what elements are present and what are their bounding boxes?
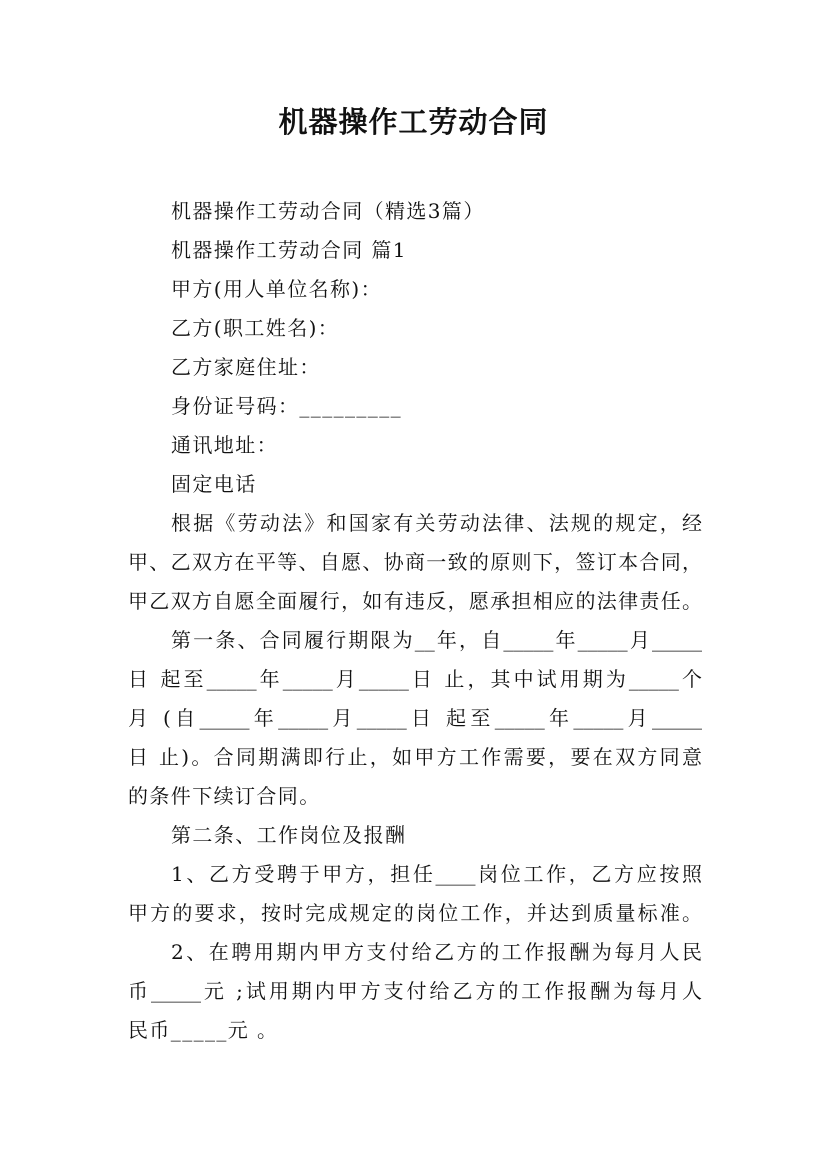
section-heading: 机器操作工劳动合同 篇1 [171, 238, 407, 262]
party-b-field: 乙方(职工姓名)： [171, 316, 340, 340]
subtitle-line: 机器操作工劳动合同（精选3篇） [171, 199, 485, 223]
article-1-line: 第一条、合同履行期限为__年，自_____年_____月_____ [171, 628, 702, 652]
paragraph-line: 甲乙双方自愿全面履行，如有违反，愿承担相应的法律责任。 [128, 589, 702, 613]
article-1-line: 的条件下续订合同。 [128, 784, 321, 808]
id-number-field: 身份证号码：_________ [171, 394, 402, 418]
party-b-address-field: 乙方家庭住址： [171, 355, 321, 379]
document-title: 机器操作工劳动合同 [278, 105, 549, 139]
paragraph-line: 甲、乙双方在平等、自愿、协商一致的原则下，签订本合同， [128, 550, 702, 574]
party-a-field: 甲方(用人单位名称)： [171, 277, 383, 301]
telephone-field: 固定电话 [171, 472, 257, 496]
paragraph-line: 根据《劳动法》和国家有关劳动法律、法规的规定，经 [171, 511, 702, 535]
article-2-heading: 第二条、工作岗位及报酬 [171, 823, 407, 847]
article-1-line: 日 止)。合同期满即行止，如甲方工作需要，要在双方同意 [128, 745, 702, 769]
article-2-line: 1、乙方受聘于甲方，担任____岗位工作，乙方应按照 [171, 862, 702, 886]
article-2-line: 2、在聘用期内甲方支付给乙方的工作报酬为每月人民 [171, 940, 702, 964]
article-2-line: 甲方的要求，按时完成规定的岗位工作，并达到质量标准。 [128, 901, 702, 925]
mailing-address-field: 通讯地址： [171, 433, 278, 457]
article-2-line: 币_____元 ;试用期内甲方支付给乙方的工作报酬为每月人 [128, 979, 702, 1003]
article-1-line: 日 起至_____年_____月_____日 止，其中试用期为_____个 [128, 667, 702, 691]
article-2-line: 民币_____元 。 [128, 1018, 279, 1042]
article-1-line: 月 (自_____年_____月_____日 起至_____年_____月_____ [128, 706, 702, 730]
